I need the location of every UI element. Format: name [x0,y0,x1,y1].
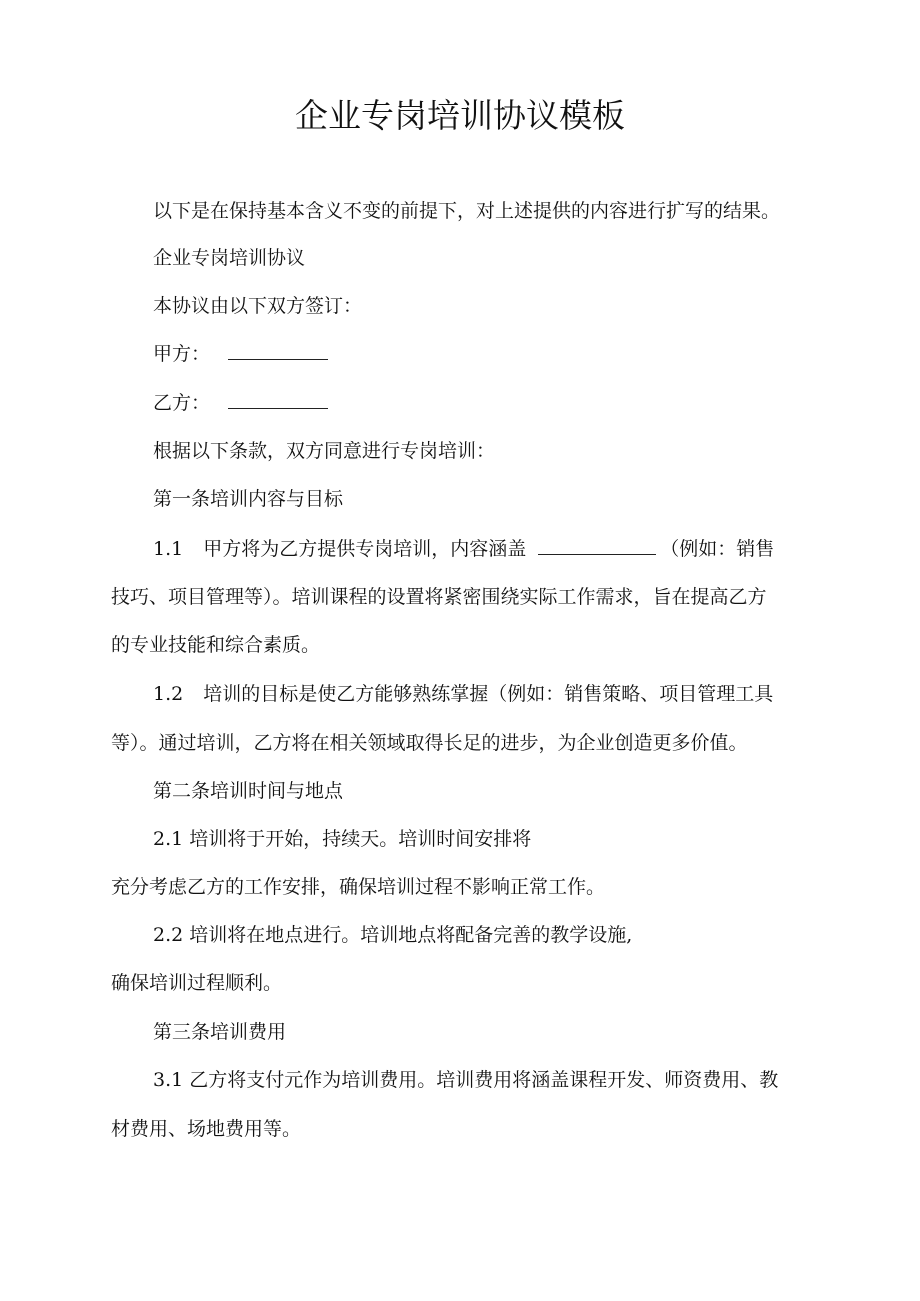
clause-1-1-number: 1.1 [153,538,184,560]
party-b-blank [228,390,328,409]
party-b-line [153,390,328,416]
clause-2-1-line1: 2.1 培训将于开始，持续天。培训时间安排将 [153,828,532,850]
document-title: 企业专岗培训协议模板 [295,96,625,135]
clause-1-1-line2: 技巧、项目管理等）。培训课程的设置将紧密围绕实际工作需求，旨在提高乙方 [111,586,767,608]
clause-2-2-line1: 2.2 培训将在地点进行。培训地点将配备完善的教学设施, [153,924,633,946]
clause-1-2-line1 [153,681,773,707]
clause-1-1-text-a: 甲方将为乙方提供专岗培训，内容涵盖 [203,538,527,560]
clause-1-2-text: 培训的目标是使乙方能够熟练掌握（例如：销售策略、项目管理工具 [203,683,774,705]
clause-1-2-line2: 等）。通过培训，乙方将在相关领域取得长足的进步，为企业创造更多价值。 [111,732,748,754]
clause-1-1-blank [538,536,656,555]
clause-1-2-number: 1.2 [153,683,184,705]
party-a-line [153,341,328,367]
article3-heading: 第三条培训费用 [153,1021,287,1043]
clause-1-1-line1 [153,536,774,562]
clause-1-1-line3: 的专业技能和综合素质。 [111,634,321,656]
article2-heading: 第二条培训时间与地点 [153,780,344,802]
clause-3-1-line2: 材费用、场地费用等。 [111,1118,302,1140]
clause-2-1-line2: 充分考虑乙方的工作安排，确保培训过程不影响正常工作。 [111,876,606,898]
terms-intro: 根据以下条款，双方同意进行专岗培训： [153,440,496,462]
clause-3-1-line1: 3.1 乙方将支付元作为培训费用。培训费用将涵盖课程开发、师资费用、教 [153,1069,779,1091]
party-a-label: 甲方： [153,343,211,365]
party-b-label: 乙方： [153,392,211,414]
article1-heading: 第一条培训内容与目标 [153,488,344,510]
clause-2-2-line2: 确保培训过程顺利。 [111,972,283,994]
intro-paragraph: 以下是在保持基本含义不变的前提下，对上述提供的内容进行扩写的结果。 [153,200,781,222]
clause-1-1-text-b: （例如：销售 [660,538,775,560]
party-a-blank [228,341,328,360]
agreement-subtitle: 企业专岗培训协议 [153,247,306,269]
parties-intro: 本协议由以下双方签订： [153,295,363,317]
